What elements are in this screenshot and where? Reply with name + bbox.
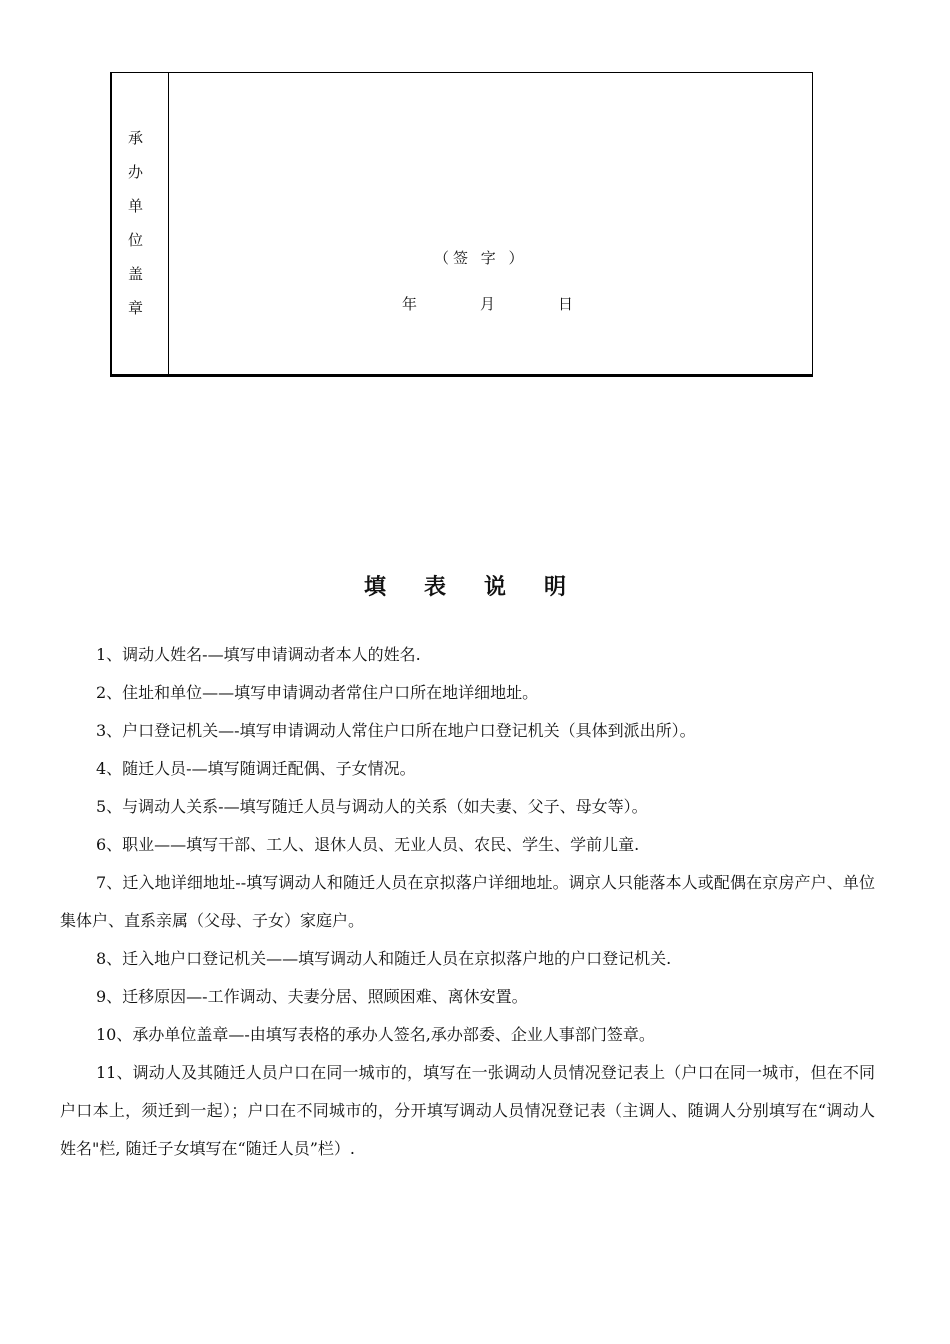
date-year-label: 年 bbox=[402, 295, 418, 313]
approval-form-box bbox=[110, 72, 813, 377]
label-char: 办 bbox=[127, 163, 143, 181]
instruction-item: 11、调动人及其随迁人员户口在同一城市的，填写在一张调动人员情况登记表上（户口在同一城市，但在不同户口本上，须迁到一起）；户口在不同城市的，分开填写调动人员情况登记表（主调人、随调人分别填写在“调动人姓名"栏, 随迁子女填写在“随迁人员”栏）. bbox=[60, 1063, 875, 1158]
label-char: 承 bbox=[127, 129, 143, 147]
instruction-item: 5、与调动人关系-—填写随迁人员与调动人的关系（如夫妻、父子、母女等）。 bbox=[96, 797, 648, 816]
instruction-item: 8、迁入地户口登记机关——填写调动人和随迁人员在京拟落户地的户口登记机关. bbox=[96, 949, 672, 968]
instruction-item: 9、迁移原因—-工作调动、夫妻分居、照顾困难、离休安置。 bbox=[96, 987, 528, 1006]
instruction-item: 2、住址和单位——填写申请调动者常住户口所在地详细地址。 bbox=[96, 683, 539, 702]
form-label-column bbox=[112, 73, 169, 374]
signature-label: （签 字 ） bbox=[434, 249, 528, 267]
label-char: 盖 bbox=[127, 265, 143, 283]
instruction-item: 6、职业——填写干部、工人、退休人员、无业人员、农民、学生、学前儿童. bbox=[96, 835, 640, 854]
label-char: 单 bbox=[127, 197, 143, 215]
date-day-label: 日 bbox=[558, 295, 574, 313]
label-char: 章 bbox=[127, 299, 143, 317]
instruction-item: 10、承办单位盖章—-由填写表格的承办人签名,承办部委、企业人事部门签章。 bbox=[96, 1025, 655, 1044]
instruction-item: 3、户口登记机关—-填写申请调动人常住户口所在地户口登记机关（具体到派出所）。 bbox=[96, 721, 696, 740]
label-char: 位 bbox=[127, 231, 143, 249]
date-month-label: 月 bbox=[480, 295, 496, 313]
instructions-list bbox=[60, 636, 875, 1168]
instruction-item: 1、调动人姓名-—填写申请调动者本人的姓名. bbox=[96, 645, 421, 664]
instruction-item: 7、迁入地详细地址--填写调动人和随迁人员在京拟落户详细地址。调京人只能落本人或配偶在京房产户、单位集体户、直系亲属（父母、子女）家庭户。 bbox=[60, 873, 875, 930]
instruction-item: 4、随迁人员-—填写随调迁配偶、子女情况。 bbox=[96, 759, 416, 778]
instructions-title: 填表说明 bbox=[363, 574, 604, 600]
